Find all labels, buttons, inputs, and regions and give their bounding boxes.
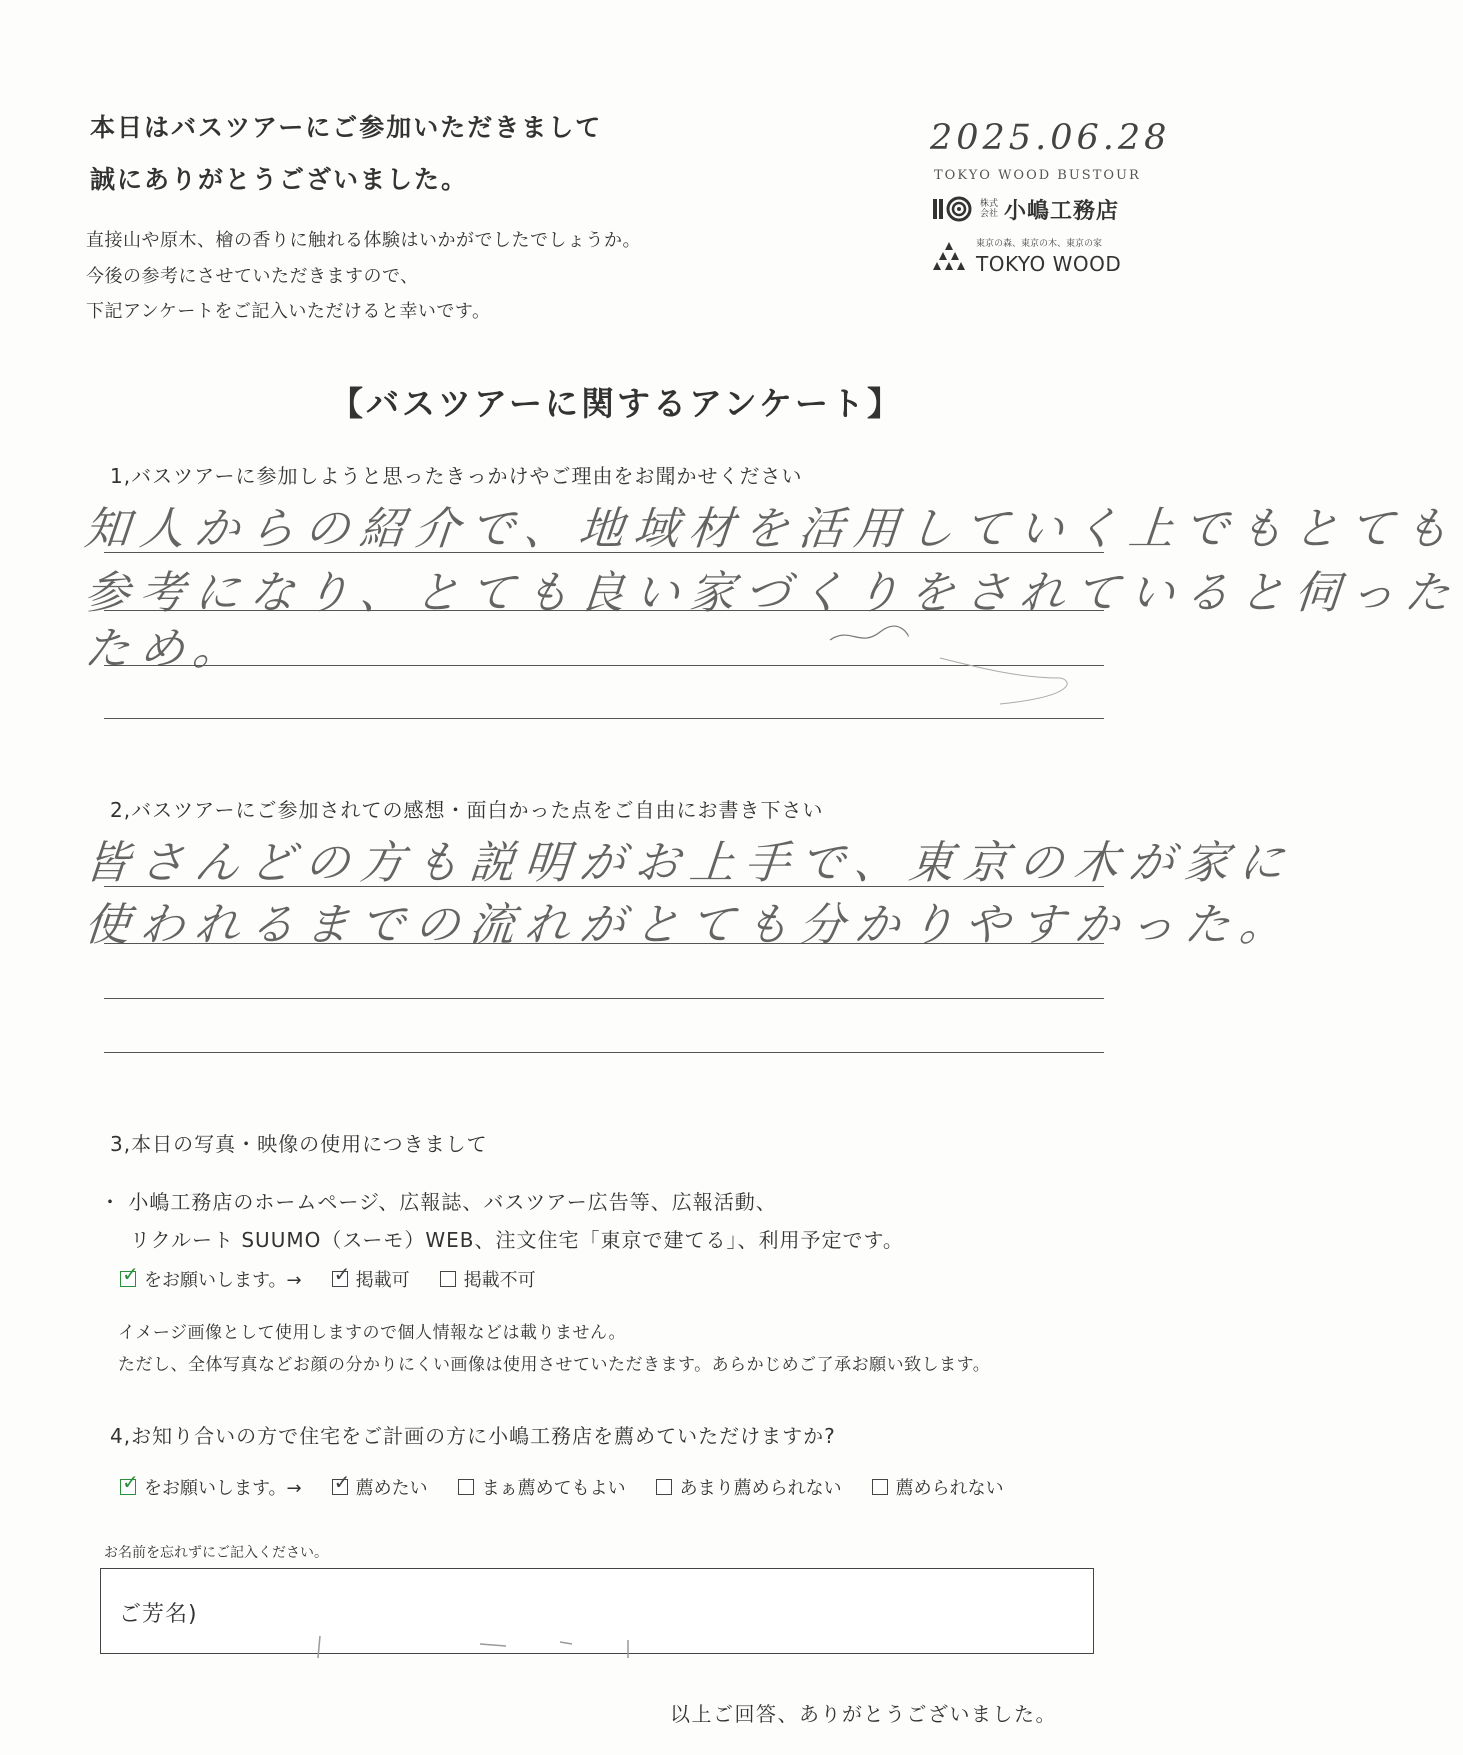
answer-line [104,1052,1104,1053]
photo-not-allowed-label: 掲載不可 [463,1270,536,1291]
photo-usage-line-1: ・ 小嶋工務店のホームページ、広報誌、バスツアー広告等、広報活動、 [100,1190,777,1214]
answer-1-line-3: ため。 [82,622,251,675]
recommend-option-label: まぁ薦めてもよい [481,1478,626,1499]
answer-line [104,718,1104,719]
instruction-text: をお願いします。→ [144,1478,302,1499]
tour-date: 2025.06.28 [930,118,1171,158]
brand-slogan: 東京の森、東京の木、東京の家 [976,239,1103,249]
intro-line-1: 直接山や原木、檜の香りに触れる体験はいかがでしたでしょうか。 [86,230,641,251]
pen-scribble [820,618,1090,708]
tour-name: TOKYO WOOD BUSTOUR [934,168,1141,183]
question-1: 1,バスツアーに参加しようと思ったきっかけやご理由をお聞かせください [110,464,803,488]
photo-not-allowed-checkbox[interactable] [440,1271,456,1287]
recommend-option-label: あまり薦められない [679,1478,842,1499]
answer-line [104,886,1104,887]
photo-usage-line-2: リクルート SUUMO（スーモ）WEB、注文住宅「東京で建てる」、利用予定です。 [130,1228,904,1252]
instruction-checkbox [120,1470,139,1495]
recommend-option-checkbox[interactable] [458,1479,474,1495]
photo-allowed-checkbox[interactable] [332,1262,351,1287]
question-3: 3,本日の写真・映像の使用につきまして [110,1132,488,1156]
company-logo [932,194,1119,224]
checkmark-icon: ✓ [122,1470,139,1494]
answer-line [104,998,1104,999]
recommend-option-label: 薦められない [895,1478,1004,1499]
checkmark-icon: ✓ [122,1262,139,1286]
intro-line-3: 下記アンケートをご記入いただけると幸いです。 [86,301,491,322]
checkmark-icon: ✓ [333,1262,351,1286]
answer-1-line-1: 知人からの紹介で、地域材を活用していく上でもとても [82,502,1462,555]
recommend-option-label: 薦めたい [355,1478,428,1499]
photo-note-2: ただし、全体写真などお顔の分かりにくい画像は使用させていただきます。あらかじめご了承お願い致します。 [118,1355,991,1375]
name-field-label: ご芳名) [119,1602,198,1627]
tree-triangles-icon [932,240,966,272]
answer-line [104,943,1104,944]
brand-logo [932,236,1121,276]
checkmark-icon: ✓ [333,1470,351,1494]
company-name: 小嶋工務店 [1004,198,1120,224]
question-2: 2,バスツアーにご参加されての感想・面白かった点をご自由にお書き下さい [110,798,824,822]
closing-message: 以上ご回答、ありがとうございました。 [670,1702,1057,1726]
answer-1-line-2: 参考になり、とても良い家づくりをされていると伺った [82,566,1462,619]
question-4: 4,お知り合いの方で住宅をご計画の方に小嶋工務店を薦めていただけますか? [110,1424,836,1448]
answer-2-line-2: 使われるまでの流れがとても分かりやすかった。 [82,898,1297,951]
brand-name: TOKYO WOOD [976,252,1122,276]
photo-consent-row [120,1262,536,1292]
name-reminder: お名前を忘れずにご記入ください。 [104,1545,328,1561]
instruction-checkbox [120,1262,139,1287]
greeting-line-1: 本日はバスツアーにご参加いただきまして [90,113,603,142]
instruction-text: をお願いします。→ [144,1270,302,1291]
intro-line-2: 今後の参考にさせていただきますので、 [86,266,419,287]
photo-note-1: イメージ画像として使用しますので個人情報などは載りません。 [118,1323,627,1343]
answer-2-line-1: 皆さんどの方も説明がお上手で、東京の木が家に [82,836,1297,889]
answer-line [104,552,1104,553]
greeting-line-2: 誠にありがとうございました。 [90,165,469,194]
recommend-option-checkbox[interactable] [332,1470,351,1495]
recommend-option-checkbox[interactable] [656,1479,672,1495]
answer-line [104,665,1104,666]
name-field[interactable] [100,1568,1094,1654]
recommend-option-checkbox[interactable] [872,1479,888,1495]
recommend-row [120,1470,1004,1500]
company-prefix: 株式会社 [980,199,999,219]
survey-title: 【バスツアーに関するアンケート】 [330,384,904,423]
answer-line [104,610,1104,611]
company-mark-icon [932,196,974,222]
photo-allowed-label: 掲載可 [355,1270,410,1291]
